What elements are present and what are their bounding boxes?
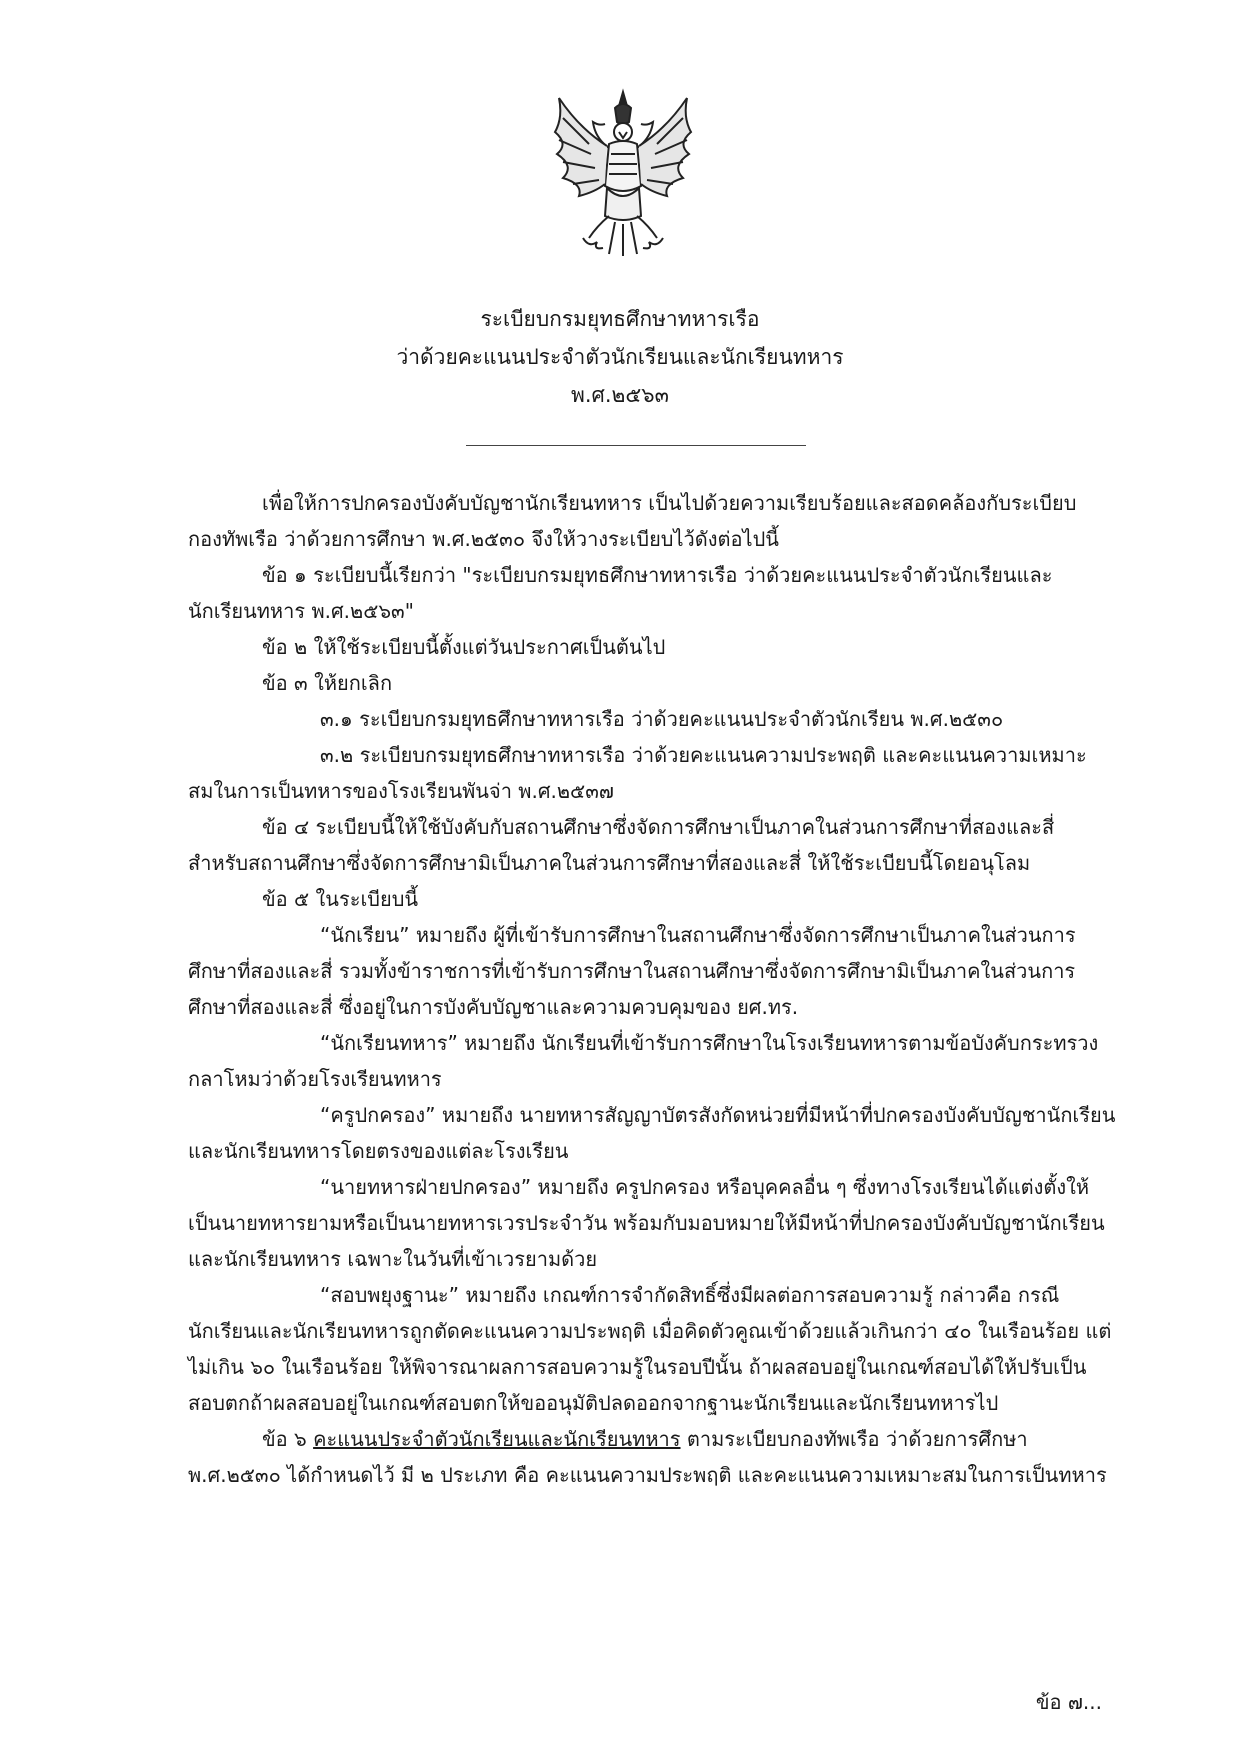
title-line-2: ว่าด้วยคะแนนประจำตัวนักเรียนและนักเรียนทหาร [396,345,844,369]
clause-2: ข้อ ๒ ให้ใช้ระเบียบนี้ตั้งแต่วันประกาศเป็นต้นไป [262,635,666,659]
definition-student: “นักเรียน” หมายถึง ผู้ที่เข้ารับการศึกษาในสถานศึกษาซึ่งจัดการศึกษาเป็นภาคในส่วนการศึกษาที่สองและสี่ รวมทั้งข้าราชการที่เข้ารับการศึกษาในสถานศึกษาซึ่งจัดการศึกษามิเป็นภาคในส่วนการศึกษาที่สองและสี่ ซึ่งอยู่ในการบังคับบัญชาและความควบคุมของ ยศ.ทร. [188,923,1076,1019]
clause-4: ข้อ ๔ ระเบียบนี้ให้ใช้บังคับกับสถานศึกษาซึ่งจัดการศึกษาเป็นภาคในส่วนการศึกษาที่สองและสี่ สำหรับสถานศึกษาซึ่งจัดการศึกษามิเป็นภาคในส่วนการศึกษาที่สองและสี่ ให้ใช้ระเบียบนี้โดยอนุโลม [188,815,1055,875]
garuda-emblem-icon [549,88,697,258]
document-title [0,300,1240,414]
clause-3-2: ๓.๒ ระเบียบกรมยุทธศึกษาทหารเรือ ว่าด้วยคะแนนความประพฤติ และคะแนนความเหมาะสมในการเป็นทหารของโรงเรียนพันจ่า พ.ศ.๒๕๓๗ [188,743,1087,803]
definition-military-student: “นักเรียนทหาร” หมายถึง นักเรียนที่เข้ารับการศึกษาในโรงเรียนทหารตามข้อบังคับกระทรวงกลาโหมว่าด้วยโรงเรียนทหาร [188,1031,1099,1091]
clause-5: ข้อ ๕ ในระเบียบนี้ [262,887,419,911]
definition-status-exam: “สอบพยุงฐานะ” หมายถึง เกณฑ์การจำกัดสิทธิ์ซึ่งมีผลต่อการสอบความรู้ กล่าวคือ กรณีนักเรียนและนักเรียนทหารถูกตัดคะแนนความประพฤติ เมื่อคิดตัวคูณเข้าด้วยแล้วเกินกว่า ๔๐ ในเรือนร้อย แต่ไม่เกิน ๖๐ ในเรือนร้อย ให้พิจารณาผลการสอบความรู้ในรอบปีนั้น ถ้าผลสอบอยู่ในเกณฑ์สอบได้ให้ปรับเป็นสอบตกถ้าผลสอบอยู่ในเกณฑ์สอบตกให้ขออนุมัติปลดออกจากฐานะนักเรียนและนักเรียนทหารไป [188,1283,1112,1415]
clause-6-rest: ตามระเบียบกองทัพเรือ ว่าด้วยการศึกษา พ.ศ.๒๕๓๐ ได้กำหนดไว้ มี ๒ ประเภท คือ คะแนนความประพฤติ และคะแนนความเหมาะสมในการเป็นทหาร [188,1427,1107,1487]
clause-1: ข้อ ๑ ระเบียบนี้เรียกว่า "ระเบียบกรมยุทธศึกษาทหารเรือ ว่าด้วยคะแนนประจำตัวนักเรียนและนักเรียนทหาร พ.ศ.๒๕๖๓" [188,563,1053,623]
intro-paragraph: เพื่อให้การปกครองบังคับบัญชานักเรียนทหาร เป็นไปด้วยความเรียบร้อยและสอดคล้องกับระเบียบกองทัพเรือ ว่าด้วยการศึกษา พ.ศ.๒๕๓๐ จึงให้วางระเบียบไว้ดังต่อไปนี้ [188,491,1077,551]
clause-6-prefix: ข้อ ๖ [262,1427,314,1451]
definition-administrative-officer: “นายทหารฝ่ายปกครอง” หมายถึง ครูปกครอง หรือบุคคลอื่น ๆ ซึ่งทางโรงเรียนได้แต่งตั้งให้เป็นนายทหารยามหรือเป็นนายทหารเวรประจำวัน พร้อมกับมอบหมายให้มีหน้าที่ปกครองบังคับบัญชานักเรียนและนักเรียนทหาร เฉพาะในวันที่เข้าเวรยามด้วย [188,1175,1105,1271]
title-line-3: พ.ศ.๒๕๖๓ [571,383,669,407]
title-divider [466,445,806,446]
document-body [188,485,1118,1493]
clause-6 [188,1421,1118,1493]
clause-3-1: ๓.๑ ระเบียบกรมยุทธศึกษาทหารเรือ ว่าด้วยคะแนนประจำตัวนักเรียน พ.ศ.๒๕๓๐ [320,707,1004,731]
clause-6-underlined: คะแนนประจำตัวนักเรียนและนักเรียนทหาร [313,1427,681,1451]
clause-3: ข้อ ๓ ให้ยกเลิก [262,671,393,695]
page-continuation: ข้อ ๗... [1035,1690,1102,1714]
title-line-1: ระเบียบกรมยุทธศึกษาทหารเรือ [480,307,760,331]
definition-supervising-teacher: “ครูปกครอง” หมายถึง นายทหารสัญญาบัตรสังกัดหน่วยที่มีหน้าที่ปกครองบังคับบัญชานักเรียนและนักเรียนทหารโดยตรงของแต่ละโรงเรียน [188,1103,1116,1163]
